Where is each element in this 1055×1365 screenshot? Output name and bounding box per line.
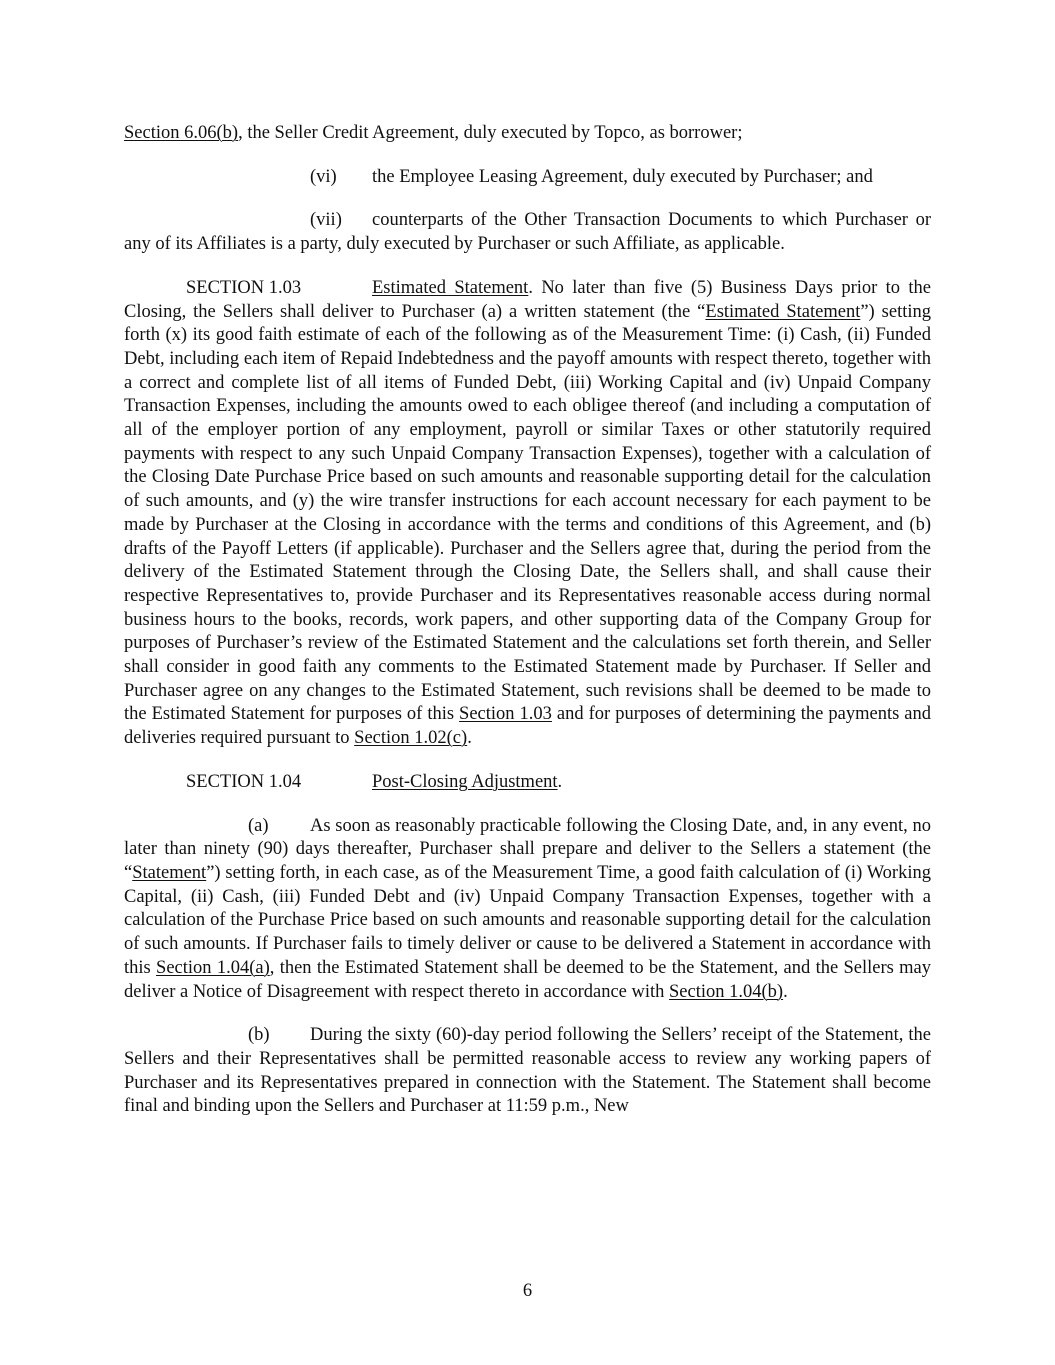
- clause-text: counterparts of the Other Transaction Documents to which Purchaser or any of its Affiliates is a party, duly executed by Purchaser or such Affiliate, as applicable.: [124, 210, 931, 255]
- defined-term: Statement: [132, 862, 207, 883]
- subsection-text: During the sixty (60)-day period following the Sellers’ receipt of the Statement, the Sellers and their Representatives shall be permitted reasonable access to review any working papers of Purchaser and its Representatives prepared in connection with the Statement. The Statement shall become final and binding upon the Sellers and Purchaser at 11:59 p.m., New: [124, 1025, 931, 1117]
- cross-reference-link: Section 1.03: [459, 704, 552, 725]
- subsection-number: (b): [248, 1025, 270, 1046]
- clause-number: (vi): [310, 166, 337, 187]
- section-label: SECTION 1.04: [186, 771, 302, 792]
- clause-number: (vii): [310, 210, 342, 231]
- clause-text: the Employee Leasing Agreement, duly executed by Purchaser; and: [372, 166, 873, 187]
- section-1-04: [124, 771, 931, 795]
- section-text: ”) setting forth (x) its good faith estimate of each of the following as of the Measurement Time: (i) Cash, (ii) Funded Debt, including each item of Repaid Indebtedness and the payoff amounts with respect thereto, together with a correct and complete list of all items of Funded Debt, (iii) Working Capital and (iv) Unpaid Company Transaction Expenses, including the amounts owed to each obligee thereof (and including a computation of all of the employer portion of any employment, payroll or similar Taxes or other statutorily required payments with respect to any such Unpaid Company Transaction Expenses), together with a calculation of the Closing Date Purchase Price based on such amounts and reasonable supporting detail for the calculation of such amounts, and (y) the wire transfer instructions for each account necessary for each payment to be made by Purchaser at the Closing in accordance with the terms and conditions of this Agreement, and (b) drafts of the Payoff Letters (if applicable). Purchaser and the Sellers agree that, during the period from the delivery of the Estimated Statement through the Closing Date, the Sellers shall, and shall cause their respective Representatives to, provide Purchaser and its Representatives reasonable access during normal business hours to the books, records, work papers, and other supporting data of the Company Group for purposes of Purchaser’s review of the Estimated Statement and the calculations set forth therein, and Seller shall consider in good faith any comments to the Estimated Statement made by Purchaser. If Seller and Purchaser agree on any changes to the Estimated Statement, such revisions shall be deemed to be made to the Estimated Statement for purposes of this: [124, 301, 932, 725]
- cross-reference-link: Section 6.06(b): [124, 123, 239, 143]
- defined-term: Estimated Statement: [705, 301, 861, 322]
- section-label: SECTION 1.03: [186, 277, 302, 298]
- subsection-text: .: [783, 981, 788, 1002]
- subsection-number: (a): [248, 815, 269, 836]
- clause-vi: [124, 166, 931, 190]
- section-heading: Estimated Statement: [372, 277, 529, 298]
- continued-paragraph: [124, 122, 931, 146]
- section-text: . No later than five (5) Business Days prior to the Closing, the Sellers shall deliver to Purchaser (a) a written statement (the “: [124, 277, 931, 322]
- subsection-a: [124, 815, 931, 1005]
- section-heading: Post-Closing Adjustment: [372, 771, 558, 792]
- subsection-b: [124, 1024, 931, 1119]
- page-number: 6: [522, 1281, 533, 1301]
- cross-reference-link: Section 1.04(b): [669, 981, 784, 1002]
- cross-reference-link: Section 1.02(c): [354, 728, 468, 749]
- subsection-text: ”) setting forth, in each case, as of the Measurement Time, a good faith calculation of (i) Working Capital, (ii) Cash, (iii) Funded Debt and (iv) Unpaid Company Transaction Expenses, together with a calculation of the Purchase Price based on such amounts and reasonable supporting detail for the calculation of such amounts. If Purchaser fails to timely deliver or cause to be delivered a Statement in accordance with this: [124, 862, 931, 978]
- document-page: [124, 122, 931, 1119]
- section-text: .: [467, 728, 472, 749]
- section-text: and for purposes of determining the payments and deliveries required pursuant to: [124, 704, 931, 749]
- paragraph-text: , the Seller Credit Agreement, duly executed by Topco, as borrower;: [238, 123, 743, 143]
- clause-vii: [124, 209, 931, 256]
- subsection-text: As soon as reasonably practicable following the Closing Date, and, in any event, no later than ninety (90) days thereafter, Purchaser shall prepare and deliver to the Sellers a statement (the “: [124, 815, 931, 883]
- cross-reference-link: Section 1.04(a): [156, 957, 270, 978]
- section-1-03: [124, 277, 931, 751]
- section-text: .: [557, 771, 563, 792]
- subsection-text: , then the Estimated Statement shall be deemed to be the Statement, and the Sellers may deliver a Notice of Disagreement with respect thereto in accordance with: [124, 957, 931, 1002]
